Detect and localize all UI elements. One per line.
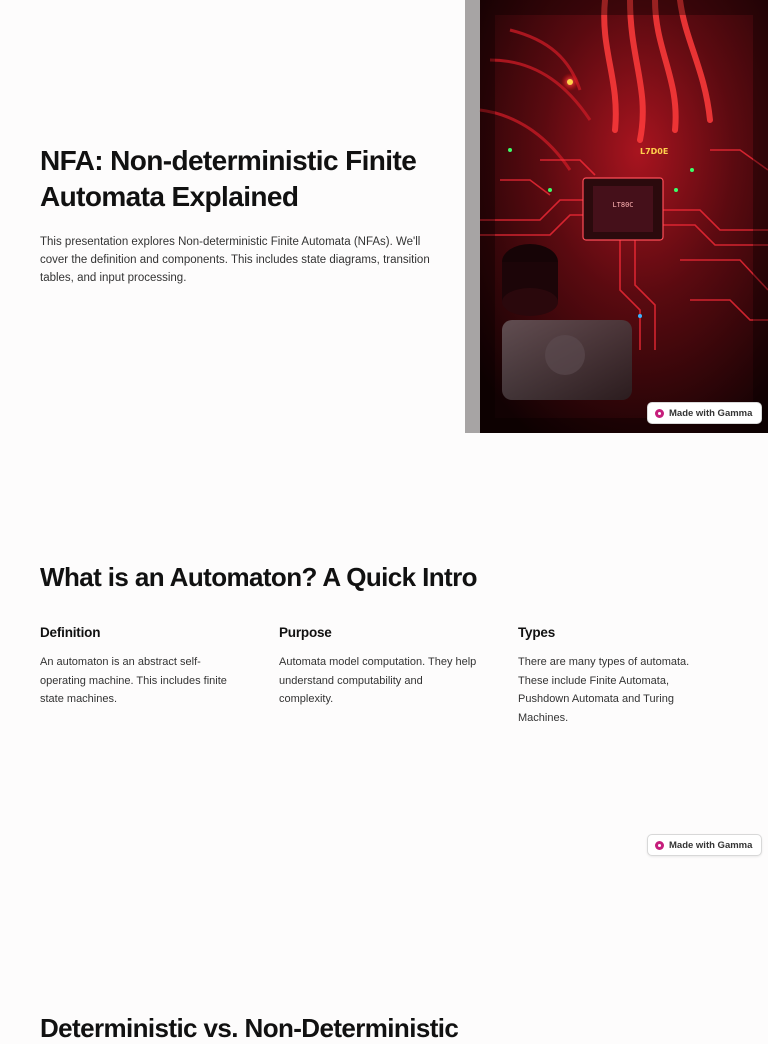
made-with-gamma-badge[interactable]	[647, 834, 762, 856]
circuit-board-image	[480, 0, 768, 433]
column-text: There are many types of automata. These include Finite Automata, Pushdown Automata and Turing Machines.	[518, 656, 690, 724]
slide-title	[0, 0, 768, 433]
section-title: Deterministic vs. Non-Deterministic	[40, 1013, 459, 1043]
presentation-description: This presentation explores Non-deterministic Finite Automata (NFAs). We'll cover the definition and components. This includes state diagrams, transition tables, and input processing.	[40, 236, 430, 284]
slide-intro	[0, 433, 768, 867]
slide-comparison	[0, 867, 768, 1043]
badge-label: Made with Gamma	[669, 407, 753, 419]
gamma-logo-icon	[655, 409, 664, 418]
badge-label: Made with Gamma	[669, 839, 753, 851]
column-heading: Definition	[40, 625, 101, 640]
types-column	[518, 624, 713, 727]
column-heading: Purpose	[279, 625, 332, 640]
svg-text:L7D0E: L7D0E	[640, 147, 669, 156]
column-text: Automata model computation. They help understand computability and complexity.	[279, 656, 477, 705]
section-title: What is an Automaton? A Quick Intro	[40, 562, 477, 592]
chip-label: LT80C	[612, 201, 634, 209]
column-heading: Types	[518, 625, 556, 640]
gamma-logo-icon	[655, 841, 664, 850]
made-with-gamma-badge[interactable]	[647, 402, 762, 424]
purpose-column	[279, 624, 479, 709]
presentation-title: NFA: Non-deterministic Finite Automata Explained	[40, 145, 417, 212]
column-text: An automaton is an abstract self-operating machine. This includes finite state machines.	[40, 656, 227, 705]
definition-column	[40, 624, 240, 709]
